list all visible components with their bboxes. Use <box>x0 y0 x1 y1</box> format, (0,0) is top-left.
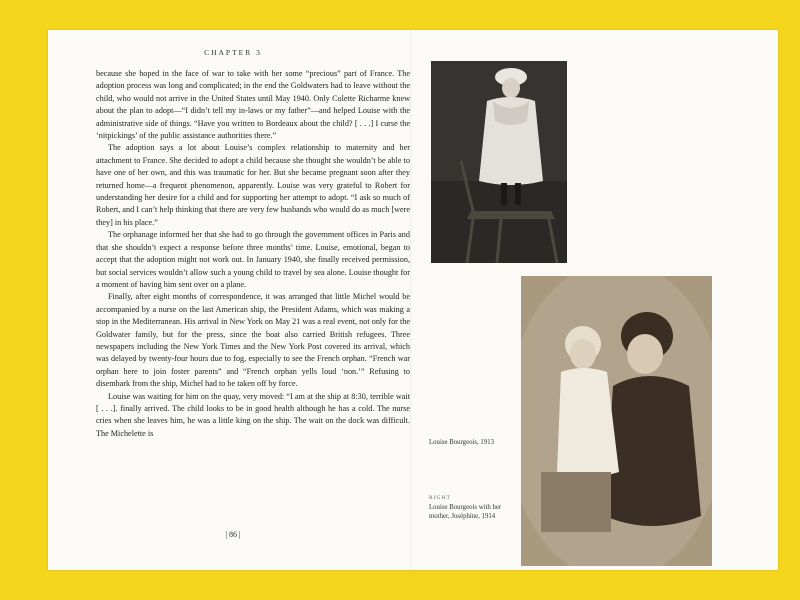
paragraph: The adoption says a lot about Louise’s complex relationship to maternity and her attachment to France. She decided to adopt a child because she thought she wouldn’t be able to have one of her own, and this was traumatic for her. But she became pregnant soon after they returned home—a frequent phenomenon, apparently. Louise was very grateful to Robert for understanding her desire for a child and for supporting her attempt to adopt. “I ask so much of Robert, and I can’t help thinking that there are very few husbands who would do as much [were they] in his place.” <box>96 143 410 227</box>
caption-left: Louise Bourgeois, 1913 <box>429 439 495 446</box>
paragraph: Finally, after eight months of correspondence, it was arranged that little Michel would be accompanied by a nurse on the last American ship, the President Adams, which was making a stop in the Mediterranean. His arrival in New York on May 21 was a real event, not only for the Goldwater family, but for the press, since the boat also carried British refugees. Three newspapers including the New York Times and the New York Post covered its arrival, which was delayed by twenty-four hours due to fog, especially to see the French orphan. “French war orphan here to join foster parents” and “French orphan yells loud ‘non.’” Refusing to disembark from the ship, Michel had to be taken off by force. <box>96 292 410 389</box>
paragraph: because she hoped in the face of war to take with her some “precious” part of France. The adoption process was long and complicated; in the end the Goldwaters had to leave without the child, who would not arrive in the United States until May 1940. Only Colette Richarme knew about the plan to adopt—“I didn’t tell my in-laws or my father”—and helped Louise with the administrative side of things. “Have you written to Bordeaux about the child? [ . . .] I curse the ‘nitpickings’ of the public assistance authorities there.” <box>96 69 410 141</box>
photo-child-on-chair-illustration <box>431 61 567 263</box>
body-text <box>96 68 410 440</box>
photo-child-on-chair <box>431 61 567 263</box>
page-number: | 86 | <box>225 530 241 539</box>
photo-mother-and-child-illustration <box>521 276 712 566</box>
paragraph: Louise was waiting for him on the quay, very moved: “I am at the ship at 8:30, terrible wait [ . . .]. finally arrived. The child looks to be in good health although he has a cold. The nurse cries when she leaves him, he was a little king on the ship. The wait on the dock was difficult. The Michelette is <box>96 391 410 438</box>
caption-right-label: RIGHT <box>429 495 451 501</box>
book-spread <box>48 30 778 570</box>
caption-right <box>429 494 519 521</box>
photo-mother-and-child <box>521 276 712 566</box>
caption-right-text: Louise Bourgeois with her mother, Joséphine, 1914 <box>429 504 502 520</box>
gutter <box>410 30 412 570</box>
paragraph: The orphanage informed her that she had to go through the government offices in Paris and that she shouldn’t expect a response before three months’ time. Louise, emotional, began to accept that the adoption might not work out. In January 1940, she finally received permission, but social services wouldn’t allow such a young child to travel by sea alone. Louise thought for a moment of having him sent over on a plane. <box>96 230 410 289</box>
chapter-heading: CHAPTER 3 <box>204 48 262 57</box>
